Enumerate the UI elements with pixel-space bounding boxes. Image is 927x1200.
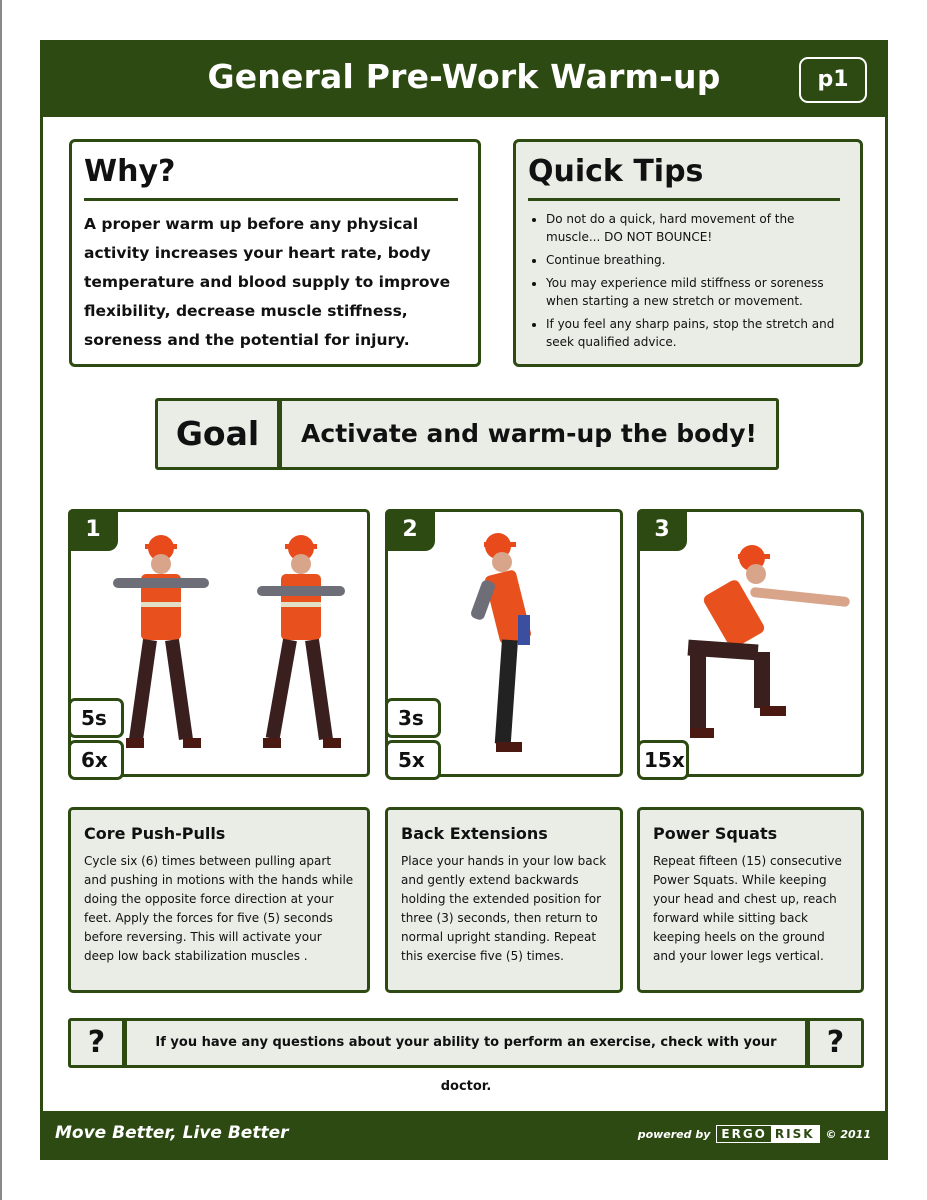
copyright-text: © 2011 [825, 1127, 871, 1141]
goal-text: Activate and warm-up the body! [301, 419, 757, 448]
footer-motto: Move Better, Live Better [55, 1123, 289, 1143]
page-edge-line [0, 0, 2, 1200]
quick-tips-divider [528, 198, 840, 201]
exercise-1-description-panel [68, 807, 370, 993]
header-bar [43, 43, 885, 117]
logo-part-risk: RISK [771, 1126, 819, 1142]
exercise-2-description: Place your hands in your low back and gently extend backwards holding the extended position for three (3) seconds, then return to normal upright standing. Repeat this exercise five (5) times. [401, 854, 607, 963]
exercise-2-description-panel [385, 807, 623, 993]
why-text: A proper warm up before any physical activity increases your heart rate, body temperature and blood supply to improve flexibility, decrease muscle stiffness, soreness and the potential for injury. [84, 215, 451, 349]
ergorisk-logo [716, 1125, 819, 1143]
doctor-question-text: If you have any questions about your ability to perform an exercise, check with your doctor. [155, 1035, 777, 1094]
question-mark-icon: ? [71, 1021, 127, 1065]
question-mark-icon: ? [805, 1021, 861, 1065]
exercise-3-description: Repeat fifteen (15) consecutive Power Squats. While keeping your head and chest up, reach forward while sitting back keeping heels on the ground and your lower legs vertical. [653, 854, 842, 963]
footer-bar [43, 1111, 885, 1157]
why-panel [69, 139, 481, 367]
logo-part-ergo: ERGO [717, 1126, 771, 1142]
powered-by-label: powered by [637, 1127, 711, 1141]
exercise-2-photo-panel [385, 509, 623, 777]
exercise-2-number: 2 [385, 509, 435, 551]
why-divider [84, 198, 458, 201]
worker-photo-power-squat-icon [670, 532, 860, 772]
worker-photo-push-pull-icon [241, 520, 361, 770]
exercise-3-repetitions: 15x [637, 740, 689, 780]
exercise-2-repetitions: 5x [385, 740, 441, 780]
warmup-sheet [40, 40, 888, 1160]
exercise-2-hold-time: 3s [385, 698, 441, 738]
quick-tips-list [546, 210, 848, 356]
exercise-2-title: Back Extensions [401, 824, 548, 843]
exercise-1-hold-time: 5s [68, 698, 124, 738]
quick-tips-heading: Quick Tips [528, 154, 704, 189]
page-title: General Pre-Work Warm-up [207, 57, 721, 96]
tip-item: • Continue breathing. [546, 251, 848, 269]
doctor-question-bar [68, 1018, 864, 1094]
exercise-1-repetitions: 6x [68, 740, 124, 780]
tip-item: • Do not do a quick, hard movement of the muscle... DO NOT BOUNCE! [546, 210, 848, 246]
exercise-1-description: Cycle six (6) times between pulling apart and pushing in motions with the hands while doing the opposite force direction at your feet. Apply the forces for five (5) seconds before reversing. This will activate your deep low back stabilization muscles . [84, 854, 354, 963]
goal-label: Goal [158, 401, 282, 467]
tip-item: • If you feel any sharp pains, stop the stretch and seek qualified advice. [546, 315, 848, 351]
tip-item: • You may experience mild stiffness or soreness when starting a new stretch or movement. [546, 274, 848, 310]
exercise-1-photo-panel [68, 509, 370, 777]
quick-tips-panel [513, 139, 863, 367]
exercise-3-description-panel [637, 807, 864, 993]
exercise-3-number: 3 [637, 509, 687, 551]
page-number-badge: p1 [799, 57, 867, 103]
powered-by [638, 1125, 871, 1143]
why-heading: Why? [84, 154, 176, 189]
exercise-3-title: Power Squats [653, 824, 778, 843]
exercise-1-title: Core Push-Pulls [84, 824, 226, 843]
worker-photo-back-extension-icon [458, 520, 558, 770]
exercise-1-number: 1 [68, 509, 118, 551]
goal-bar [155, 398, 779, 470]
exercise-3-photo-panel [637, 509, 864, 777]
